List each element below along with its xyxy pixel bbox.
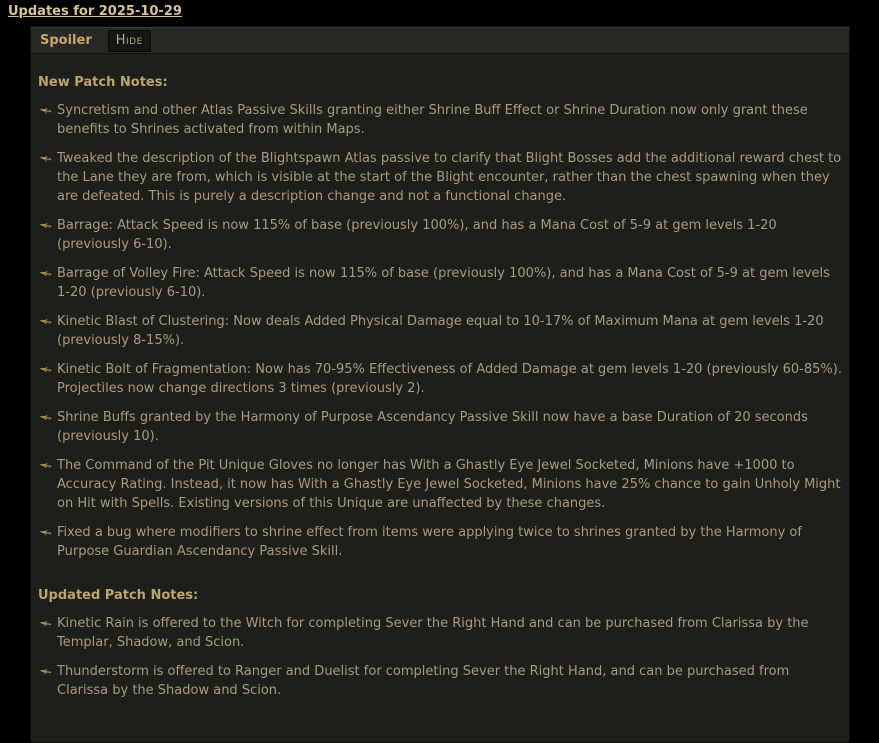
new-patch-notes-list	[38, 101, 843, 561]
spoiler-label: Spoiler	[40, 33, 92, 48]
sword-bullet-icon	[39, 618, 52, 629]
patch-note-item	[38, 216, 843, 254]
spoiler-box	[30, 26, 850, 743]
patch-note-item	[38, 408, 843, 446]
patch-note-item	[38, 456, 843, 513]
spoiler-header	[31, 27, 849, 54]
sword-bullet-icon	[39, 460, 52, 471]
patch-note-text: Syncretism and other Atlas Passive Skills granting either Shrine Buff Effect or Shrine Duration now only grant these benefits to Shrines activated from within Maps.	[57, 103, 808, 137]
sword-bullet-icon	[39, 316, 52, 327]
updates-title-link[interactable]: Updates for 2025-10-29	[8, 4, 182, 19]
patch-note-item	[38, 614, 843, 652]
patch-note-text: Barrage of Volley Fire: Attack Speed is now 115% of base (previously 100%), and has a Mana Cost of 5-9 at gem levels 1-20 (previously 6-10).	[57, 266, 830, 300]
patch-note-text: Shrine Buffs granted by the Harmony of Purpose Ascendancy Passive Skill now have a base Duration of 20 seconds (previously 10).	[57, 410, 808, 444]
patch-note-text: The Command of the Pit Unique Gloves no longer has With a Ghastly Eye Jewel Socketed, Minions have +1000 to Accuracy Rating. Instead, it now has With a Ghastly Eye Jewel Socketed, Minions have 25% chance to gain Unholy Might on Hit with Spells. Existing versions of this Unique are unaffected by these changes.	[57, 458, 841, 511]
section-heading-new-patch-notes: New Patch Notes:	[38, 75, 168, 90]
patch-note-item	[38, 360, 843, 398]
patch-note-item	[38, 523, 843, 561]
patch-note-item	[38, 662, 843, 700]
sword-bullet-icon	[39, 364, 52, 375]
patch-note-item	[38, 264, 843, 302]
patch-note-text: Fixed a bug where modifiers to shrine effect from items were applying twice to shrines granted by the Harmony of Purpose Guardian Ascendancy Passive Skill.	[57, 525, 802, 559]
patch-note-item	[38, 101, 843, 139]
hide-button[interactable]: Hide	[108, 30, 151, 52]
patch-note-text: Barrage: Attack Speed is now 115% of base (previously 100%), and has a Mana Cost of 5-9 at gem levels 1-20 (previously 6-10).	[57, 218, 777, 252]
sword-bullet-icon	[39, 220, 52, 231]
sword-bullet-icon	[39, 268, 52, 279]
sword-bullet-icon	[39, 153, 52, 164]
patch-note-text: Thunderstorm is offered to Ranger and Duelist for completing Sever the Right Hand, and can be purchased from Clarissa by the Shadow and Scion.	[57, 664, 790, 698]
patch-note-item	[38, 149, 843, 206]
patch-note-text: Kinetic Bolt of Fragmentation: Now has 70-95% Effectiveness of Added Damage at gem levels 1-20 (previously 60-85%). Projectiles now change directions 3 times (previously 2).	[57, 362, 842, 396]
sword-bullet-icon	[39, 412, 52, 423]
sword-bullet-icon	[39, 527, 52, 538]
sword-bullet-icon	[39, 666, 52, 677]
updated-patch-notes-list	[38, 614, 843, 700]
patch-note-text: Kinetic Rain is offered to the Witch for completing Sever the Right Hand and can be purchased from Clarissa by the Templar, Shadow, and Scion.	[57, 616, 809, 650]
patch-note-text: Kinetic Blast of Clustering: Now deals Added Physical Damage equal to 10-17% of Maximum Mana at gem levels 1-20 (previously 8-15%).	[57, 314, 824, 348]
section-heading-updated-patch-notes: Updated Patch Notes:	[38, 588, 199, 603]
patch-note-text: Tweaked the description of the Blightspawn Atlas passive to clarify that Blight Bosses add the additional reward chest to the Lane they are from, which is visible at the start of the Blight encounter, rather than the chest spawning when they are defeated. This is purely a description change and not a functional change.	[57, 151, 842, 204]
sword-bullet-icon	[39, 105, 52, 116]
spoiler-content	[31, 54, 849, 742]
patch-note-item	[38, 312, 843, 350]
